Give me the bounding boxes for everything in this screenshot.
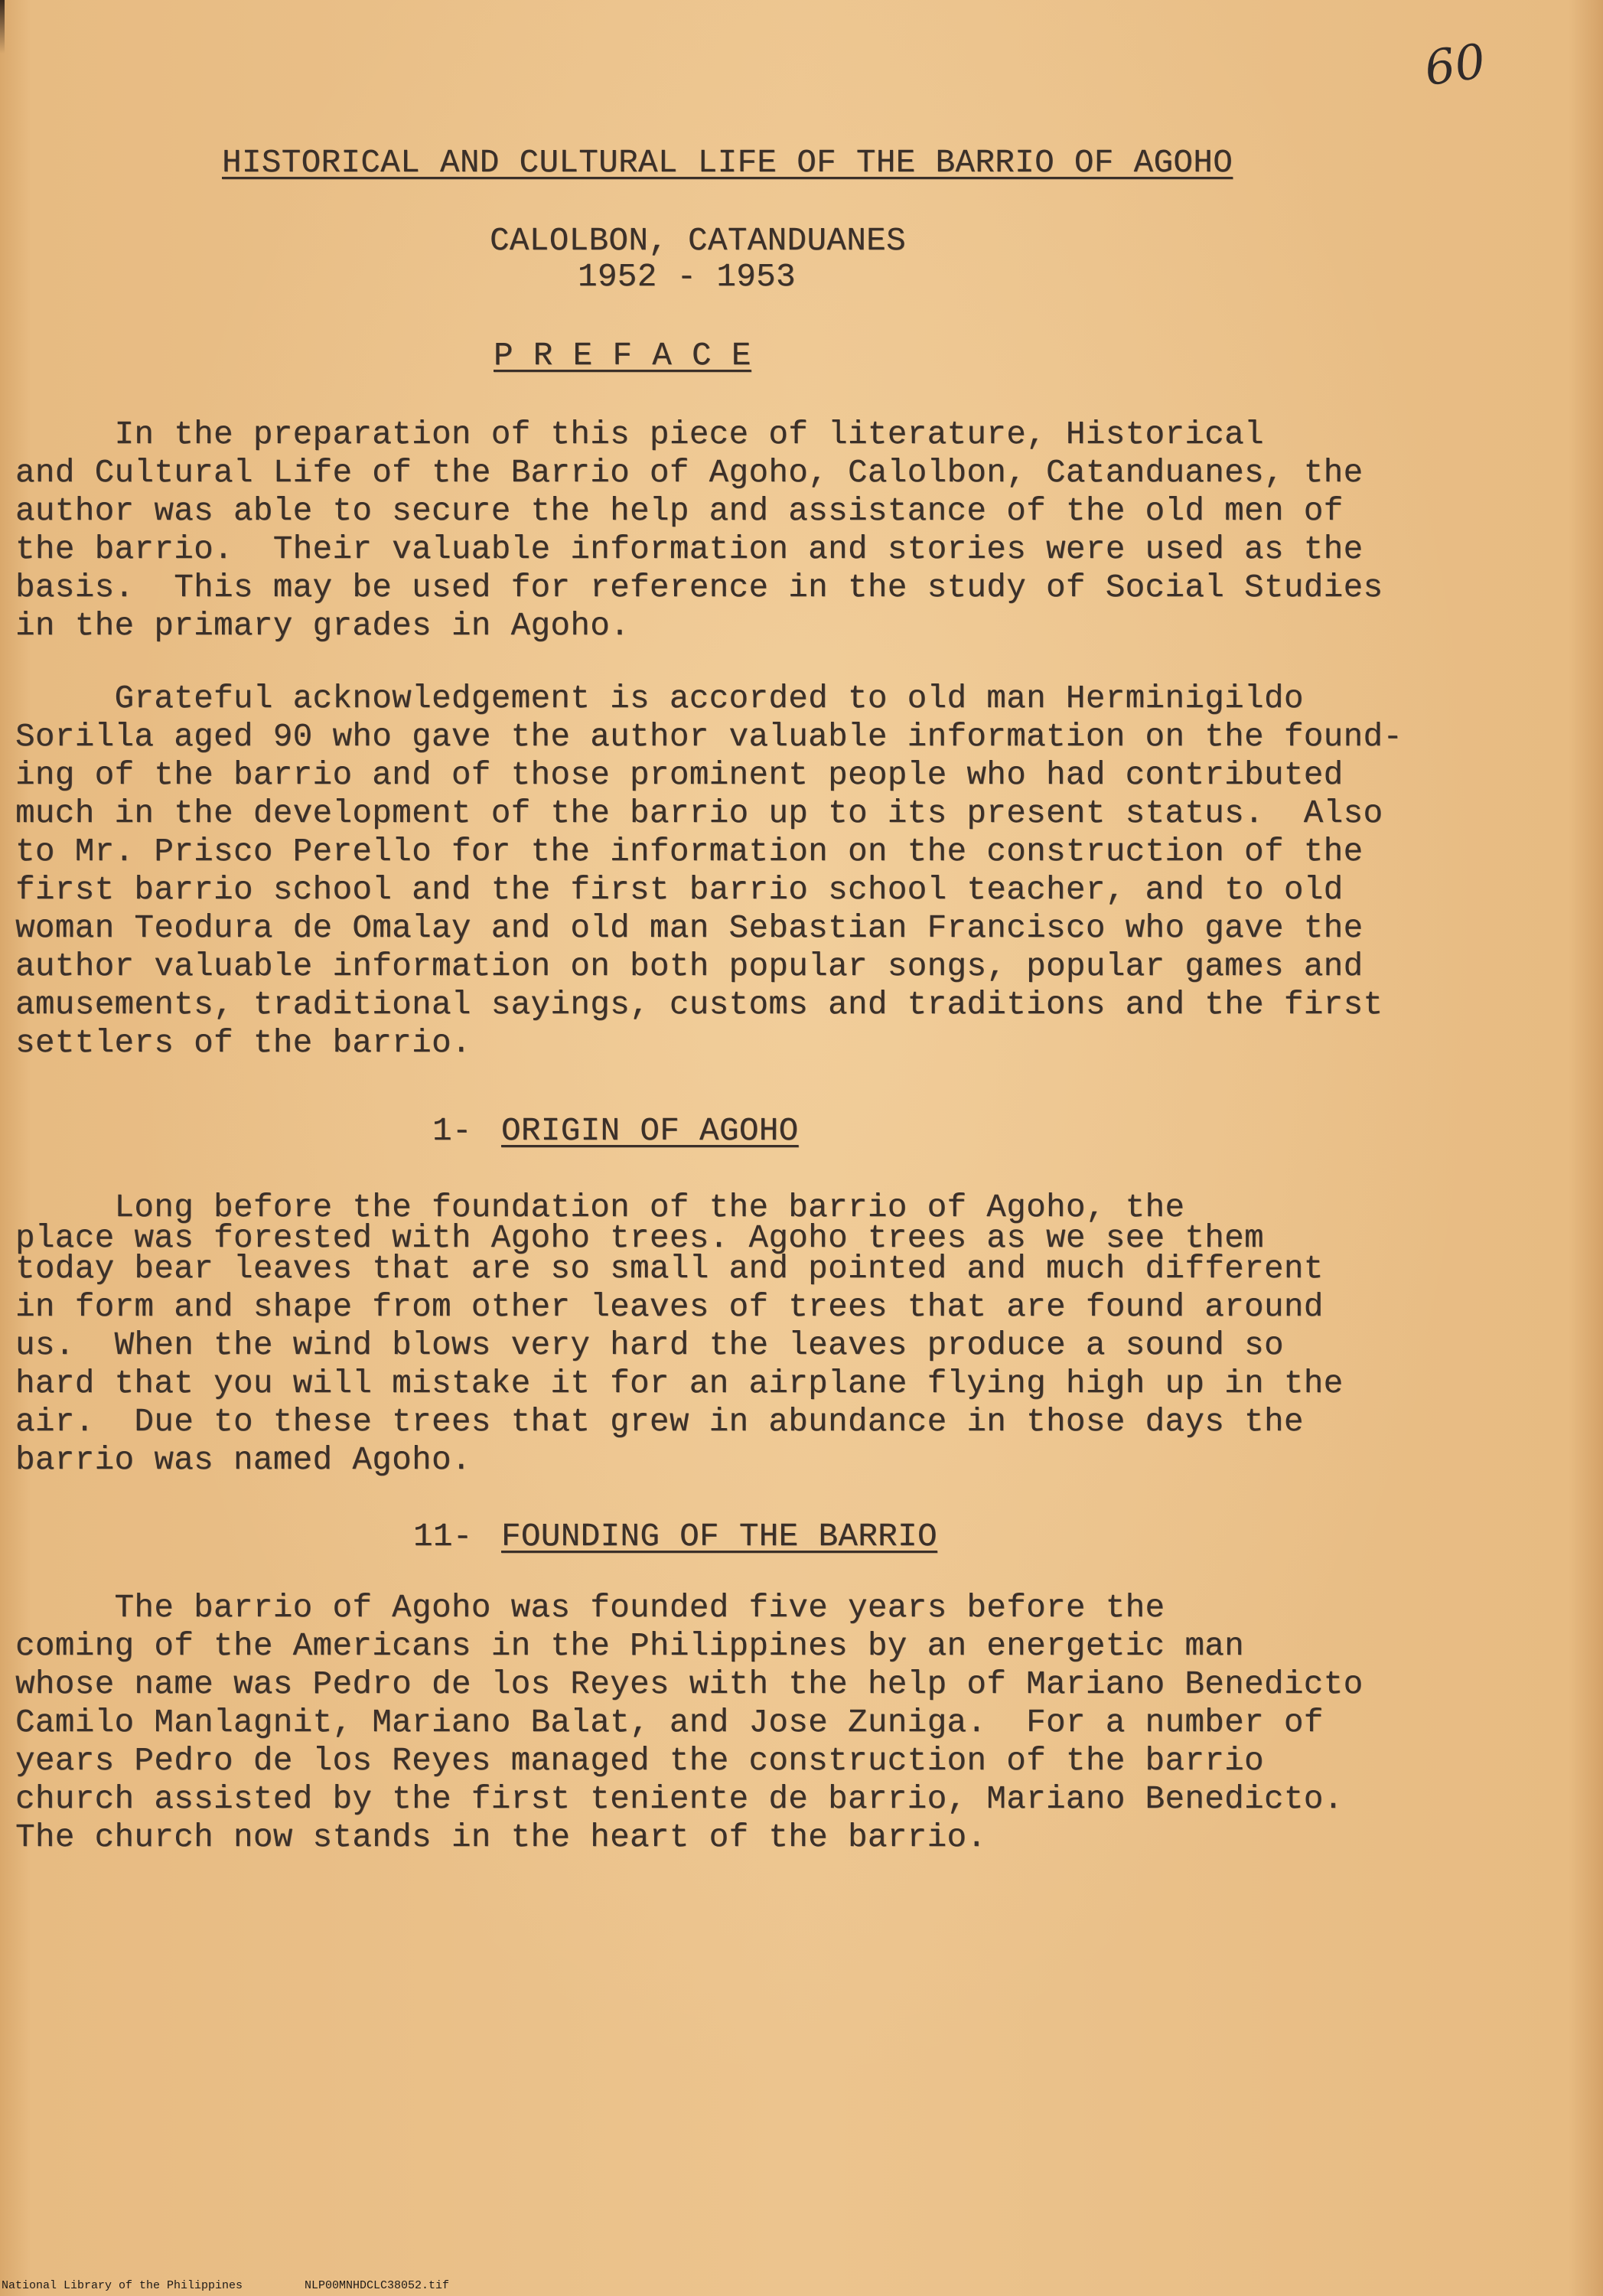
section-1-number: 1-: [432, 1113, 472, 1150]
section-1-heading: ORIGIN OF AGOHO: [501, 1113, 799, 1150]
section-1-line-8: barrio was named Agoho.: [15, 1442, 471, 1479]
footer-source: National Library of the Philippines: [2, 2279, 243, 2292]
section-1-line-3: today bear leaves that are so small and pointed and much different: [15, 1251, 1324, 1287]
section-1-line-2: place was forested with Agoho trees. Agoho trees as we see them: [15, 1220, 1264, 1257]
preface-p1-line-1: In the preparation of this piece of literature, Historical: [15, 416, 1264, 453]
subtitle-place: CALOLBON, CATANDUANES: [490, 223, 906, 259]
preface-p1-line-5: basis. This may be used for reference in the study of Social Studies: [15, 569, 1383, 606]
preface-p2-line-2: Sorilla aged 90 who gave the author valuable information on the found-: [15, 719, 1403, 755]
subtitle-years: 1952 - 1953: [578, 259, 796, 295]
section-2-line-2: coming of the Americans in the Philippines by an energetic man: [15, 1628, 1245, 1665]
section-2-number: 11-: [413, 1518, 473, 1555]
preface-p2-line-6: first barrio school and the first barrio school teacher, and to old: [15, 872, 1344, 908]
section-2-line-7: The church now stands in the heart of the barrio.: [15, 1819, 987, 1856]
preface-p2-line-3: ing of the barrio and of those prominent people who had contributed: [15, 757, 1344, 794]
page-number: 60: [1421, 32, 1489, 97]
section-1-line-1: Long before the foundation of the barrio of Agoho, the: [15, 1189, 1185, 1226]
preface-p2-line-1: Grateful acknowledgement is accorded to old man Herminigildo: [15, 680, 1304, 717]
section-2-heading: FOUNDING OF THE BARRIO: [501, 1518, 937, 1555]
section-2-line-4: Camilo Manlagnit, Mariano Balat, and Jose Zuniga. For a number of: [15, 1704, 1324, 1741]
document-title: HISTORICAL AND CULTURAL LIFE OF THE BARRIO OF AGOHO: [222, 145, 1233, 181]
preface-p1-line-6: in the primary grades in Agoho.: [15, 608, 630, 644]
preface-p2-line-9: amusements, traditional sayings, customs and traditions and the first: [15, 987, 1383, 1023]
section-1-line-7: air. Due to these trees that grew in abundance in those days the: [15, 1404, 1304, 1440]
preface-p2-line-8: author valuable information on both popular songs, popular games and: [15, 948, 1364, 985]
footer-filename: NLP00MNHDCLC38052.tif: [305, 2279, 450, 2292]
preface-p1-line-4: the barrio. Their valuable information and stories were used as the: [15, 531, 1364, 568]
preface-p2-line-4: much in the development of the barrio up to its present status. Also: [15, 795, 1383, 832]
preface-p2-line-5: to Mr. Prisco Perello for the information on the construction of the: [15, 833, 1364, 870]
preface-p2-line-7: woman Teodura de Omalay and old man Sebastian Francisco who gave the: [15, 910, 1364, 947]
section-1-line-4: in form and shape from other leaves of trees that are found around: [15, 1289, 1324, 1326]
preface-p1-line-2: and Cultural Life of the Barrio of Agoho, Calolbon, Catanduanes, the: [15, 455, 1364, 491]
preface-p1-line-3: author was able to secure the help and assistance of the old men of: [15, 493, 1344, 530]
section-2-line-1: The barrio of Agoho was founded five years before the: [15, 1590, 1165, 1626]
section-2-line-6: church assisted by the first teniente de barrio, Mariano Benedicto.: [15, 1781, 1344, 1818]
preface-p2-line-10: settlers of the barrio.: [15, 1025, 471, 1062]
section-1-line-5: us. When the wind blows very hard the leaves produce a sound so: [15, 1327, 1284, 1364]
preface-heading: P R E F A C E: [494, 338, 751, 374]
section-2-line-5: years Pedro de los Reyes managed the construction of the barrio: [15, 1743, 1264, 1779]
page-edge-mark: [0, 0, 5, 54]
section-1-line-6: hard that you will mistake it for an airplane flying high up in the: [15, 1365, 1344, 1402]
section-2-line-3: whose name was Pedro de los Reyes with the help of Mariano Benedicto: [15, 1666, 1364, 1703]
